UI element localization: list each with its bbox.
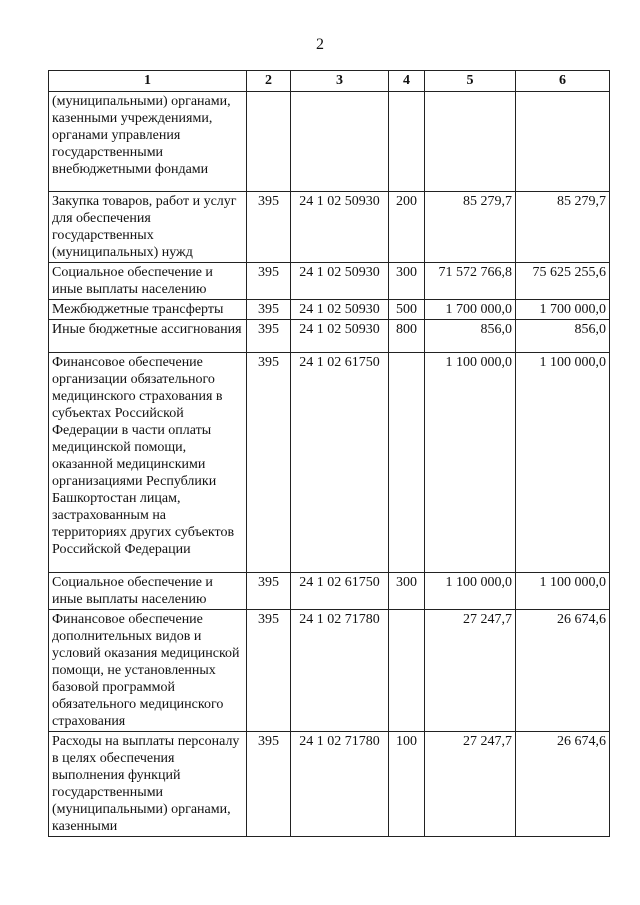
row-name: Расходы на выплаты персоналу в целях обеспечения выполнения функций государственными (муниципальными) органами, казенными [49,732,247,837]
table-row [49,573,610,610]
table-row [49,300,610,320]
row-target: 24 1 02 71780 [291,610,389,732]
row-sum-a: 856,0 [425,320,516,353]
row-name: Социальное обеспечение и иные выплаты населению [49,573,247,610]
row-target: 24 1 02 71780 [291,732,389,837]
row-type: 200 [389,192,425,263]
row-code: 395 [247,732,291,837]
table-row [49,610,610,732]
row-sum-a: 1 100 000,0 [425,573,516,610]
table-row [49,353,610,573]
row-sum-b: 26 674,6 [516,732,610,837]
row-sum-a: 27 247,7 [425,610,516,732]
row-name: Межбюджетные трансферты [49,300,247,320]
header-col-6: 6 [516,71,610,92]
row-type: 100 [389,732,425,837]
row-code: 395 [247,320,291,353]
table-row [49,320,610,353]
table-header-row [49,71,610,92]
row-name: Финансовое обеспечение организации обязательного медицинского страхования в субъектах Российской Федерации в части оплаты медицинской помощи, оказанной медицинскими организациями Республики Башкортостан лицам, застрахованным на территориях других субъектов Российской Федерации [49,353,247,573]
table-row [49,732,610,837]
header-col-3: 3 [291,71,389,92]
row-sum-a: 85 279,7 [425,192,516,263]
row-name: Закупка товаров, работ и услуг для обеспечения государственных (муниципальных) нужд [49,192,247,263]
row-code [247,92,291,192]
row-sum-b [516,92,610,192]
table-row [49,192,610,263]
row-target: 24 1 02 50930 [291,263,389,300]
row-sum-b: 75 625 255,6 [516,263,610,300]
budget-table [48,70,610,837]
row-code: 395 [247,300,291,320]
row-target: 24 1 02 50930 [291,300,389,320]
row-type: 500 [389,300,425,320]
table-row [49,92,610,192]
row-sum-b: 1 100 000,0 [516,353,610,573]
row-type: 300 [389,263,425,300]
row-name: Социальное обеспечение и иные выплаты населению [49,263,247,300]
header-col-1: 1 [49,71,247,92]
header-col-2: 2 [247,71,291,92]
row-name: Финансовое обеспечение дополнительных видов и условий оказания медицинской помощи, не установленных базовой программой обязательного медицинского страхования [49,610,247,732]
row-target: 24 1 02 50930 [291,320,389,353]
row-sum-b: 1 700 000,0 [516,300,610,320]
row-sum-b: 26 674,6 [516,610,610,732]
row-name: (муниципальными) органами, казенными учреждениями, органами управления государственными внебюджетными фондами [49,92,247,192]
row-code: 395 [247,573,291,610]
row-sum-a: 1 100 000,0 [425,353,516,573]
row-sum-b: 856,0 [516,320,610,353]
row-type: 800 [389,320,425,353]
row-target: 24 1 02 61750 [291,573,389,610]
row-type: 300 [389,573,425,610]
row-code: 395 [247,353,291,573]
row-type [389,353,425,573]
row-target [291,92,389,192]
page-number: 2 [316,36,324,53]
row-code: 395 [247,263,291,300]
row-sum-a [425,92,516,192]
table-row [49,263,610,300]
row-sum-b: 1 100 000,0 [516,573,610,610]
header-col-4: 4 [389,71,425,92]
row-sum-a: 1 700 000,0 [425,300,516,320]
row-code: 395 [247,610,291,732]
row-type [389,92,425,192]
row-sum-b: 85 279,7 [516,192,610,263]
row-type [389,610,425,732]
row-target: 24 1 02 50930 [291,192,389,263]
row-target: 24 1 02 61750 [291,353,389,573]
row-sum-a: 27 247,7 [425,732,516,837]
header-col-5: 5 [425,71,516,92]
row-sum-a: 71 572 766,8 [425,263,516,300]
row-name: Иные бюджетные ассигнования [49,320,247,353]
row-code: 395 [247,192,291,263]
